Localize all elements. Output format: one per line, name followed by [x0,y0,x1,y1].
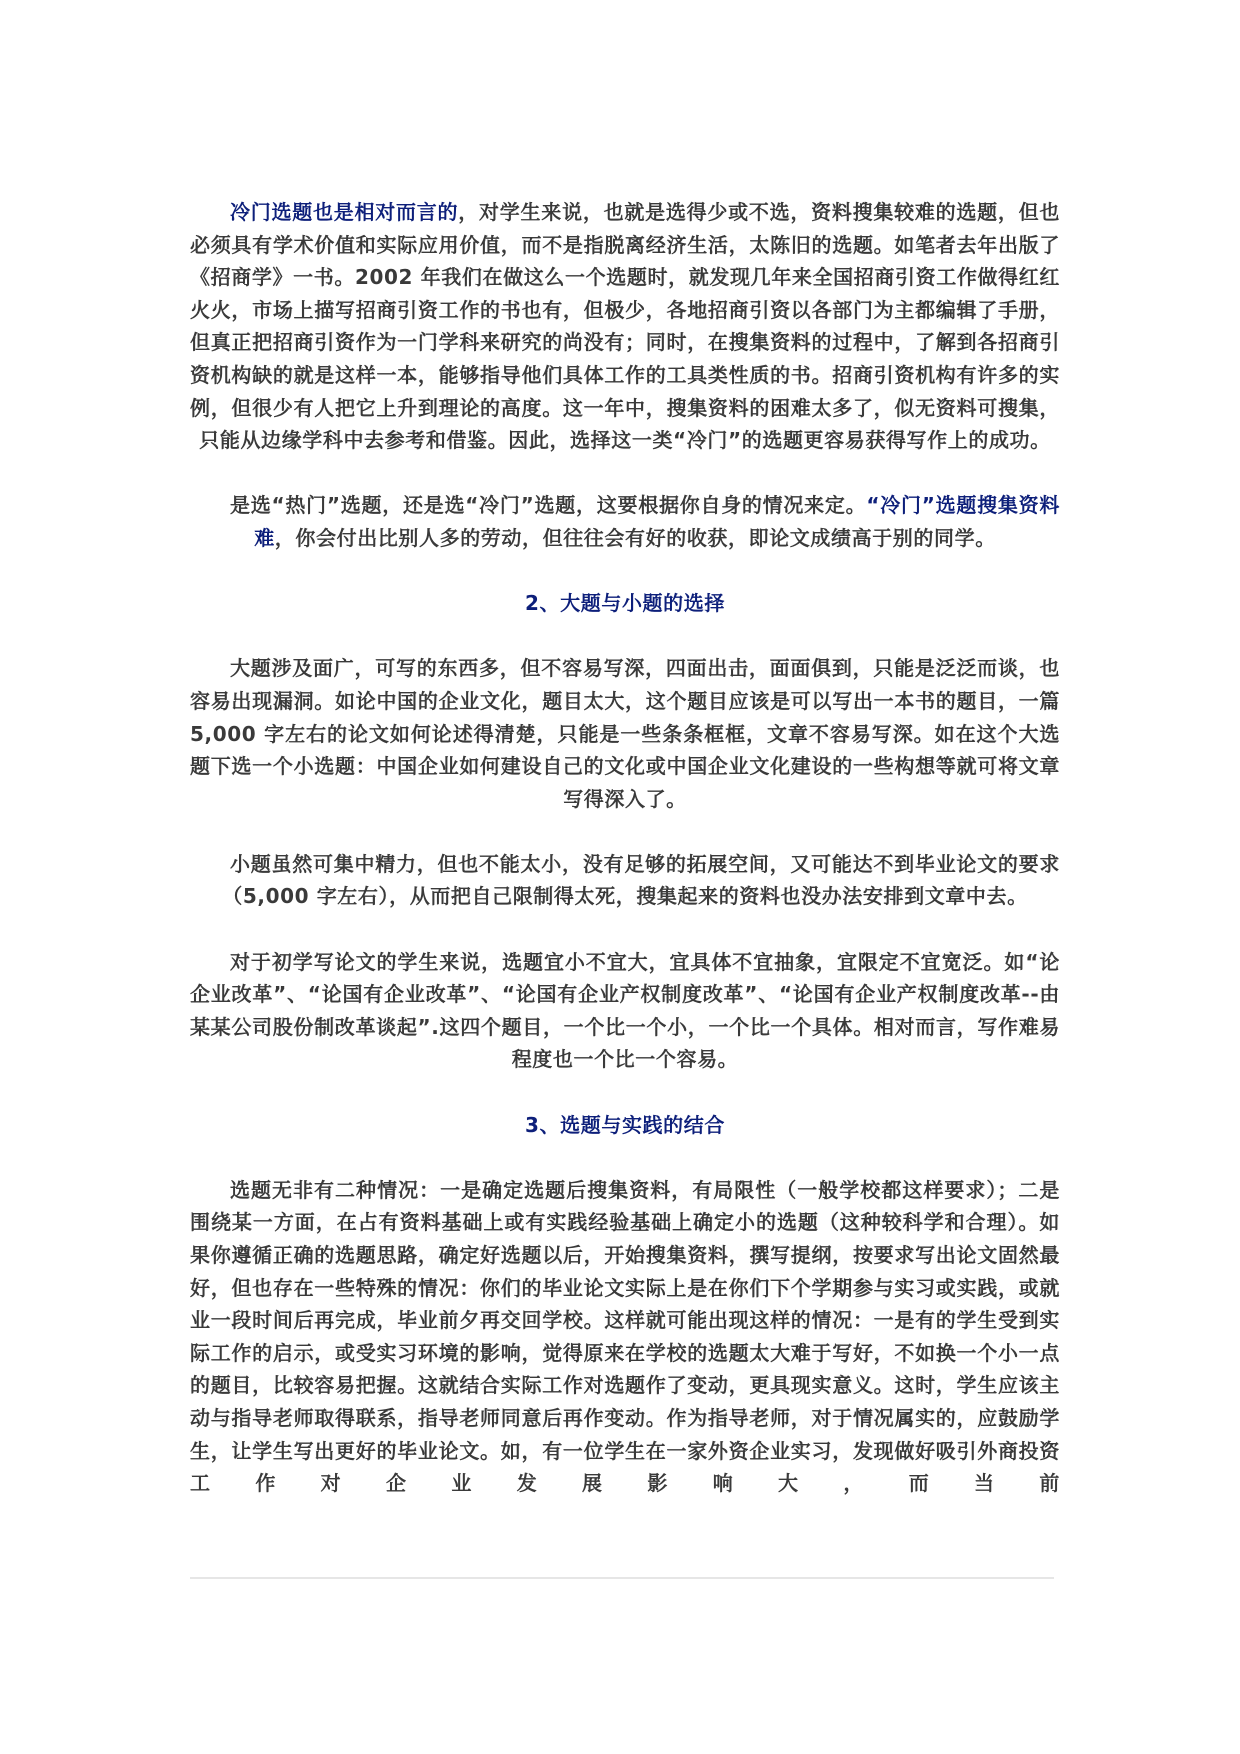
spacer [190,555,1060,588]
paragraph-cold-topics [190,196,1060,457]
page-bottom-divider [190,1577,1054,1579]
paragraph-practice: 选题无非有二种情况：一是确定选题后搜集资料，有局限性（一般学校都这样要求）；二是围绕某一方面，在占有资料基础上或有实践经验基础上确定小的选题（这种较科学和合理）。如果你遵循正确的选题思路，确定好选题以后，开始搜集资料，撰写提纲，按要求写出论文固然最好，但也存在一些特殊的情况：你们的毕业论文实际上是在你们下个学期参与实习或实践，或就业一段时间后再完成，毕业前夕再交回学校。这样就可能出现这样的情况：一是有的学生受到实际工作的启示，或受实习环境的影响，觉得原来在学校的选题太大难于写好，不如换一个小一点的题目，比较容易把握。这就结合实际工作对选题作了变动，更具现实意义。这时，学生应该主动与指导老师取得联系，指导老师同意后再作变动。作为指导老师，对于情况属实的，应鼓励学生，让学生写出更好的毕业论文。如，有一位学生在一家外资企业实习，发现做好吸引外商投资工作对企业发展影响大，而当前 [190,1177,1060,1496]
section-heading-2: 2、大题与小题的选择 [525,591,725,616]
paragraph-big-topics: 大题涉及面广，可写的东西多，但不容易写深，四面出击，面面俱到，只能是泛泛而谈，也容易出现漏洞。如论中国的企业文化，题目太大，这个题目应该是可以写出一本书的题目，一篇 5,000 字左右的论文如何论述得清楚，只能是一些条条框框，文章不容易写深。如在这个大选题下选一个小选题：中国企业如何建设自己的文化或中国企业文化建设的一些构想等就可将文章写得深入了。 [190,656,1060,811]
paragraph-hot-vs-cold [190,489,1060,554]
spacer [190,815,1060,848]
spacer [190,620,1060,653]
paragraph-hot-vs-cold-text-before: 是选“热门”选题，还是选“冷门”选题，这要根据你自身的情况来定。 [230,493,867,518]
spacer [190,1141,1060,1174]
paragraph-beginner-advice: 对于初学写论文的学生来说，选题宜小不宜大，宜具体不宜抽象，宜限定不宜宽泛。如“论企业改革”、“论国有企业改革”、“论国有企业产权制度改革”、“论国有企业产权制度改革--由某某公司股份制改革谈起”.这四个题目，一个比一个小，一个比一个具体。相对而言，写作难易程度也一个比一个容易。 [190,949,1060,1072]
highlight-cold-hard: “冷门”选题搜集资料难 [254,493,1060,550]
highlight-cold-topics: 冷门选题也是相对而言的 [230,200,459,224]
spacer [190,913,1060,946]
document-page [190,196,1060,1500]
section-heading-3: 3、选题与实践的结合 [525,1112,725,1137]
paragraph-cold-topics-text: ，对学生来说，也就是选得少或不选，资料搜集较难的选题，但也必须具有学术价值和实际应用价值，而不是指脱离经济生活，太陈旧的选题。如笔者去年出版了《招商学》一书。2002 年我们在做这么一个选题时，就发现几年来全国招商引资工作做得红红火火，市场上描写招商引资工作的书也有，但极少，各地招商引资以各部门为主都编辑了手册，但真正把招商引资作为一门学科来研究的尚没有；同时，在搜集资料的过程中，了解到各招商引资机构缺的就是这样一本，能够指导他们具体工作的工具类性质的书。招商引资机构有许多的实例，但很少有人把它上升到理论的高度。这一年中，搜集资料的困难太多了，似无资料可搜集，只能从边缘学科中去参考和借鉴。因此，选择这一类“冷门”的选题更容易获得写作上的成功。 [190,200,1060,453]
paragraph-hot-vs-cold-text-after: ，你会付出比别人多的劳动，但往往会有好的收获，即论文成绩高于别的同学。 [274,525,996,550]
spacer [190,457,1060,490]
paragraph-small-topics: 小题虽然可集中精力，但也不能太小，没有足够的拓展空间，又可能达不到毕业论文的要求（5,000 字左右），从而把自己限制得太死，搜集起来的资料也没办法安排到文章中去。 [222,851,1060,909]
spacer [190,1076,1060,1109]
